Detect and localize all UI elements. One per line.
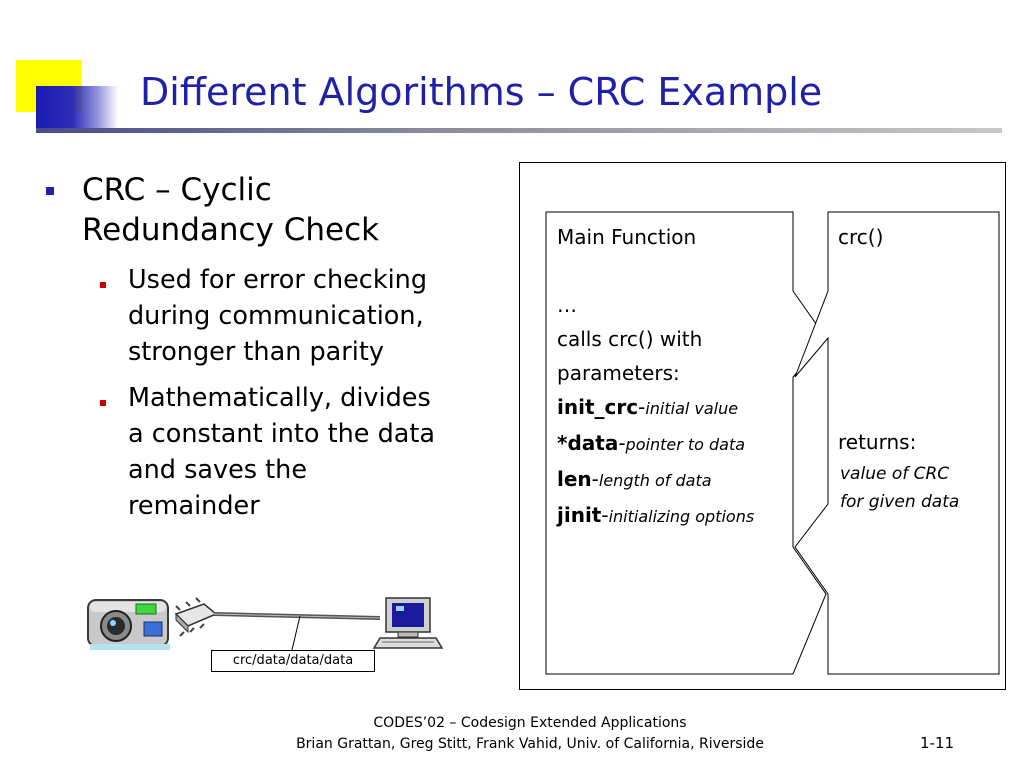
- footer-conference: CODES’02 – Codesign Extended Applications: [373, 715, 687, 731]
- footer-authors: Brian Grattan, Greg Stitt, Frank Vahid, Univ. of California, Riverside: [296, 736, 764, 752]
- sub-bullet-line: remainder: [128, 491, 260, 521]
- sub-bullet-line: Used for error checking: [128, 265, 428, 295]
- bullet-crc-line2: Redundancy Check: [82, 212, 380, 248]
- sub-bullet-line: stronger than parity: [128, 337, 384, 367]
- title-underline: [36, 128, 1002, 133]
- sub-bullet-line: a constant into the data: [128, 419, 436, 449]
- crc-returns-desc-line1: value of CRC: [840, 464, 950, 484]
- bullet-marker-level2: [100, 400, 106, 406]
- slide-title: Different Algorithms – CRC Example: [140, 70, 823, 114]
- chip-icon: [176, 598, 216, 636]
- ellipsis: …: [557, 293, 577, 317]
- crc-function-heading: crc(): [838, 225, 884, 249]
- param-init-crc: init_crc-initial value: [557, 395, 739, 419]
- sub-bullet-line: during communication,: [128, 301, 424, 331]
- param-jinit: jinit-initializing options: [557, 503, 755, 527]
- main-function-body: [557, 288, 754, 534]
- param-len: len-length of data: [557, 467, 712, 491]
- crc-returns-label: returns:: [838, 430, 917, 454]
- param-data: *data-pointer to data: [557, 431, 746, 455]
- parameters-label: parameters:: [557, 361, 680, 385]
- spacer: [557, 254, 696, 288]
- slide-number: 1-11: [920, 734, 955, 752]
- sub-bullet-line: Mathematically, divides: [128, 383, 431, 413]
- bullet-marker-level2: [100, 282, 106, 288]
- main-function-content: [557, 220, 696, 288]
- title-decoration-blue: [36, 86, 118, 132]
- camera-icon: [88, 600, 170, 650]
- sub-bullet-line: and saves the: [128, 455, 308, 485]
- calls-crc-text: calls crc() with: [557, 327, 703, 351]
- crc-returns-desc-line2: for given data: [840, 492, 960, 512]
- camera-to-computer-illustration: [80, 592, 450, 658]
- sub-bullet-mathematically: [128, 380, 435, 524]
- sub-bullet-error-checking: [128, 262, 427, 370]
- bullet-crc: [82, 170, 379, 250]
- data-packet-label-box: [211, 650, 375, 672]
- main-function-heading: Main Function: [557, 225, 697, 249]
- computer-icon: [374, 598, 442, 648]
- bullet-marker-level1: [46, 187, 54, 195]
- data-packet-label: crc/data/data/data: [232, 653, 354, 668]
- bullet-crc-line1: CRC – Cyclic: [82, 172, 272, 208]
- crc-returns-desc: [840, 460, 959, 516]
